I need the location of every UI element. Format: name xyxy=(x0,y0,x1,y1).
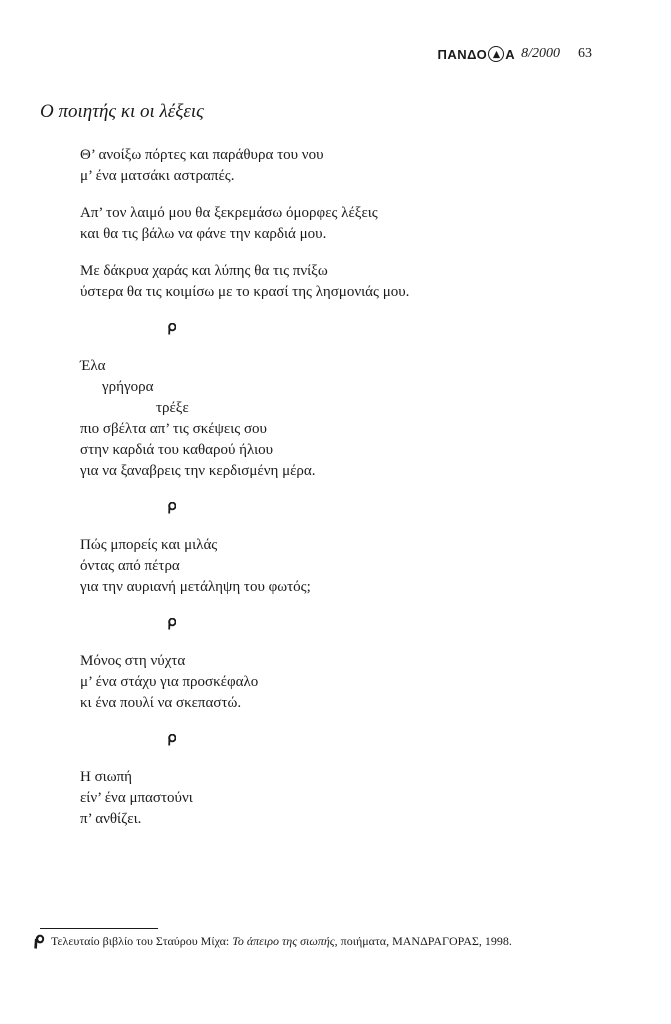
poem-line: Απ’ τον λαιμό μου θα ξεκρεμάσω όμορφες λέξεις xyxy=(80,205,378,221)
poem-line: π’ ανθίζει. xyxy=(80,811,142,827)
poem-line: στην καρδιά του καθαρού ήλιου xyxy=(80,442,274,458)
poem-line: πιο σβέλτα απ’ τις σκέψεις σου xyxy=(80,421,267,437)
poem-line: για να ξαναβρεις την κερδισμένη μέρα. xyxy=(80,463,316,479)
rho-ornament-icon xyxy=(168,618,176,630)
poem-line: Μόνος στη νύχτα xyxy=(80,653,186,669)
poem-line: μ’ ένα στάχυ για προσκέφαλο xyxy=(80,674,259,690)
stanza xyxy=(80,145,409,187)
poem-line: μ’ ένα ματσάκι αστραπές. xyxy=(80,168,235,184)
rho-ornament-icon xyxy=(168,502,176,514)
rho-ornament-icon xyxy=(34,934,45,949)
footnote-book-title: Το άπειρο της σιωπής xyxy=(232,934,335,948)
footnote xyxy=(34,934,512,949)
poem-line: ύστερα θα τις κοιμίσω με το κρασί της λησμονιάς μου. xyxy=(80,284,410,300)
stanza xyxy=(80,261,409,303)
rho-ornament-icon xyxy=(168,734,176,746)
poem-line: τρέξε xyxy=(156,400,189,416)
journal-name-right: Α xyxy=(505,46,516,62)
footnote-text xyxy=(51,934,512,949)
poem-line: γρήγορα xyxy=(102,379,154,395)
poem-line: και θα τις βάλω να φάνε την καρδιά μου. xyxy=(80,226,327,242)
poem-line: Έλα xyxy=(80,358,106,374)
page-number: 63 xyxy=(578,46,592,61)
stanza xyxy=(80,356,409,482)
issue-number: 8/2000 xyxy=(521,46,560,61)
footnote-text-before: Τελευταίο βιβλίο του Σταύρου Μίχα: xyxy=(51,934,233,948)
stanza xyxy=(80,767,409,830)
journal-name-left: ΠΑΝΔΟ xyxy=(437,46,488,62)
footnote-text-mid: , ποιήματα xyxy=(334,934,387,948)
section-divider xyxy=(80,729,409,751)
poem-line: όντας από πέτρα xyxy=(80,558,180,574)
journal-logo xyxy=(437,46,515,62)
footnote-text-after: , ΜΑΝΔΡΑΓΟΡΑΣ, 1998. xyxy=(386,934,512,948)
poem-body xyxy=(80,145,409,845)
poem-line: Η σιωπή xyxy=(80,769,132,785)
poem-line: κι ένα πουλί να σκεπαστώ. xyxy=(80,695,242,711)
section-divider xyxy=(80,318,409,340)
poem-line: για την αυριανή μετάληψη του φωτός; xyxy=(80,579,311,595)
stanza xyxy=(80,535,409,598)
rho-ornament-icon xyxy=(168,323,176,335)
running-header xyxy=(437,46,592,62)
section-divider xyxy=(80,497,409,519)
circled-delta-icon xyxy=(488,46,504,62)
section-divider xyxy=(80,613,409,635)
stanza xyxy=(80,203,409,245)
poem-line: Θ’ ανοίξω πόρτες και παράθυρα του νου xyxy=(80,147,324,163)
poem-line: Με δάκρυα χαράς και λύπης θα τις πνίξω xyxy=(80,263,328,279)
poem-title: Ο ποιητής κι οι λέξεις xyxy=(40,101,204,122)
poem-line: Πώς μπορείς και μιλάς xyxy=(80,537,218,553)
poem-line: είν’ ένα μπαστούνι xyxy=(80,790,193,806)
stanza xyxy=(80,651,409,714)
footnote-rule xyxy=(40,928,158,929)
